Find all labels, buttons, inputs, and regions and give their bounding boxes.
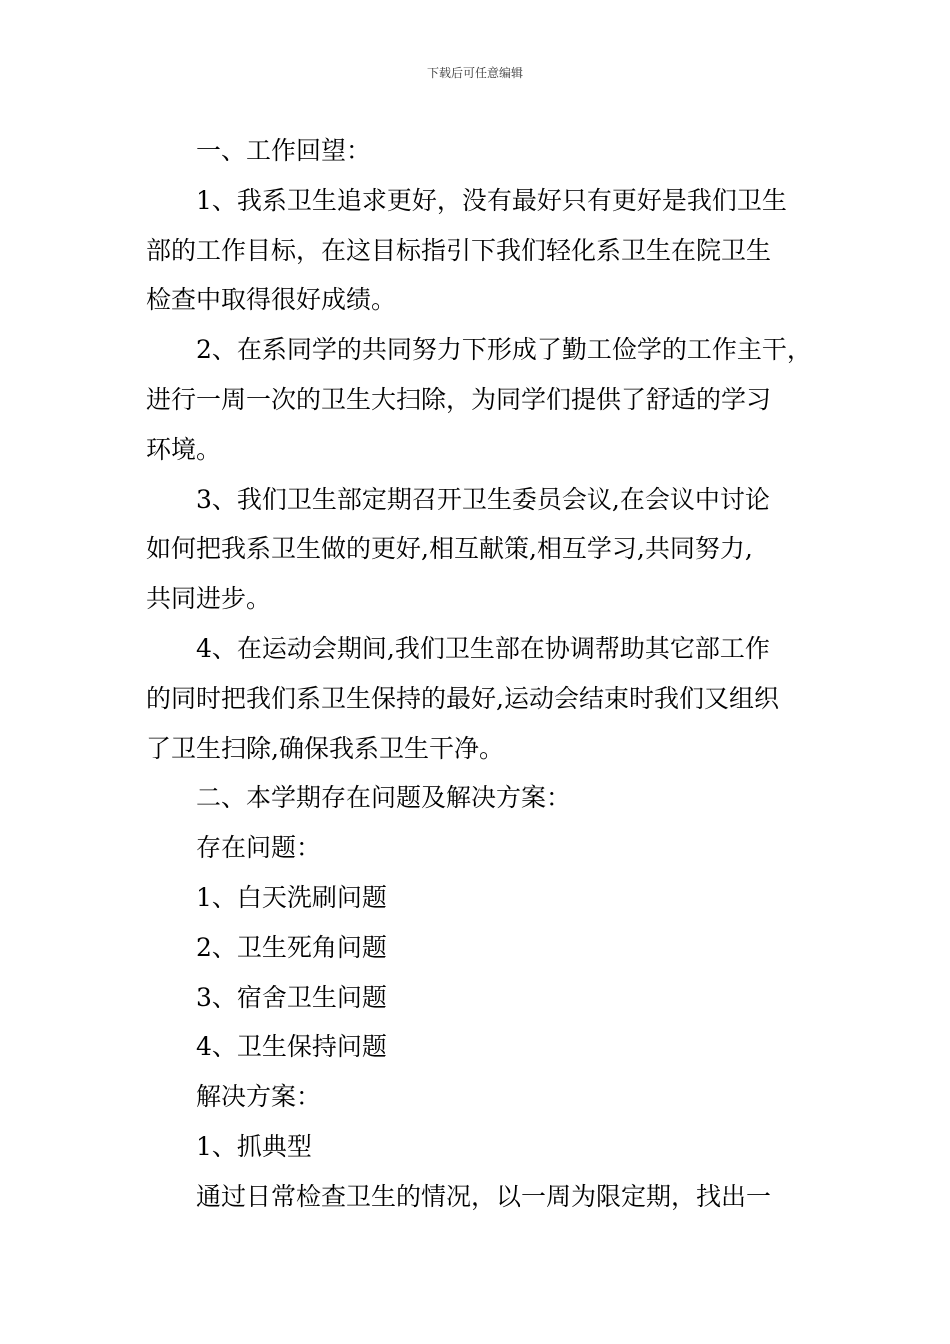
paragraph <box>146 176 816 325</box>
text-line: 2、卫生死角问题 <box>196 932 387 962</box>
text-line: 如何把我系卫生做的更好,相互献策,相互学习,共同努力, <box>146 534 753 564</box>
page-header: 下载后可任意编辑 <box>426 66 523 80</box>
paragraph <box>146 325 816 474</box>
paragraph <box>146 923 816 973</box>
paragraph <box>146 823 816 873</box>
text-line: 1、我系卫生追求更好，没有最好只有更好是我们卫生 <box>196 185 787 215</box>
text-line: 进行一周一次的卫生大扫除，为同学们提供了舒适的学习 <box>146 384 772 414</box>
paragraph <box>146 475 816 624</box>
paragraph <box>146 1172 816 1222</box>
paragraph <box>146 1072 816 1122</box>
paragraph <box>146 1122 816 1172</box>
paragraph <box>146 624 816 773</box>
text-line: 4、在运动会期间,我们卫生部在协调帮助其它部工作 <box>196 633 770 663</box>
text-line: 4、卫生保持问题 <box>196 1032 387 1062</box>
paragraph <box>146 973 816 1023</box>
text-line: 3、宿舍卫生问题 <box>196 982 387 1012</box>
text-line: 部的工作目标，在这目标指引下我们轻化系卫生在院卫生 <box>146 235 772 265</box>
text-line: 通过日常检查卫生的情况，以一周为限定期，找出一 <box>196 1181 772 1211</box>
text-line: 一、工作回望： <box>196 136 372 165</box>
text-line: 二、本学期存在问题及解决方案： <box>196 783 572 813</box>
text-line: 环境。 <box>146 434 222 464</box>
text-line: 共同进步。 <box>146 584 272 614</box>
text-line: 存在问题： <box>196 833 322 863</box>
text-line: 解决方案： <box>196 1082 322 1112</box>
text-line: 1、白天洗刷问题 <box>196 882 387 912</box>
text-line: 1、抓典型 <box>196 1131 312 1161</box>
text-line: 了卫生扫除,确保我系卫生干净。 <box>146 733 504 763</box>
text-line: 2、在系同学的共同努力下形成了勤工俭学的工作主干， <box>196 335 812 365</box>
paragraph <box>146 1022 816 1072</box>
text-line: 检查中取得很好成绩。 <box>146 285 397 315</box>
text-line: 3、我们卫生部定期召开卫生委员会议,在会议中讨论 <box>196 484 770 514</box>
document-body <box>146 126 816 1222</box>
paragraph <box>146 126 816 176</box>
paragraph <box>146 873 816 923</box>
paragraph <box>146 773 816 823</box>
text-line: 的同时把我们系卫生保持的最好,运动会结束时我们又组织 <box>146 683 779 713</box>
